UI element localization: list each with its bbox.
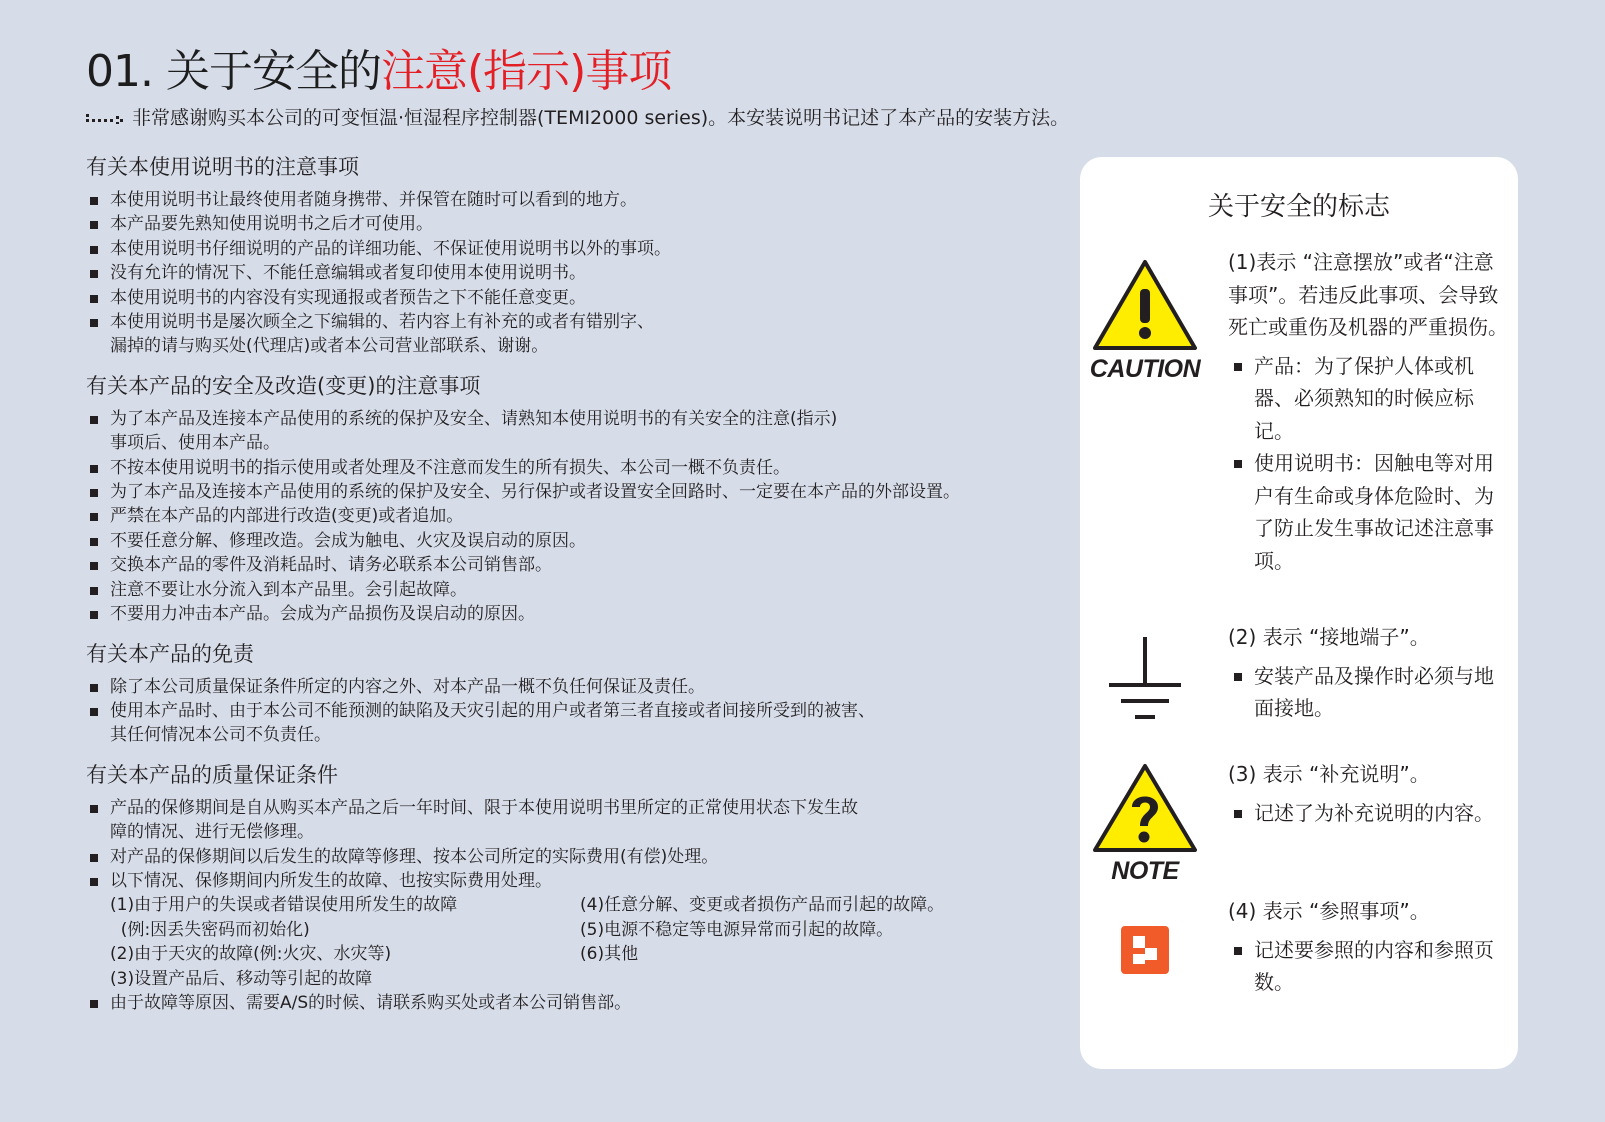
- section-disclaimer: [86, 639, 1046, 748]
- ground-terminal-icon: [1105, 637, 1185, 721]
- exception-item: (1)由于用户的失误或者错误使用所发生的故障: [110, 895, 458, 916]
- reference-item: 记述要参照的内容和参照页数。: [1228, 934, 1510, 999]
- reference-description: [1228, 895, 1510, 999]
- section-safety-modification: [86, 371, 1046, 627]
- list-item: 除了本公司质量保证条件所定的内容之外、对本产品一概不负任何保证及责任。: [86, 675, 1046, 699]
- section-title: 有关本产品的质量保证条件: [86, 762, 338, 787]
- notes-column: [86, 152, 1046, 1027]
- ground-item: 安装产品及操作时必须与地面接地。: [1228, 660, 1510, 725]
- caution-item: 使用说明书：因触电等对用户有生命或身体危险时、为了防止发生事故记述注意事项。: [1228, 447, 1510, 577]
- list-item: 不按本使用说明书的指示使用或者处理及不注意而发生的所有损失、本公司一概不负责任。: [86, 456, 1046, 480]
- exception-item: (例:因丢失密码而初始化): [110, 919, 310, 940]
- section-warranty: [86, 760, 1046, 1016]
- list-item: 为了本产品及连接本产品使用的系统的保护及安全、另行保护或者设置安全回路时、一定要在本产品的外部设置。: [86, 480, 1046, 504]
- list-item: 注意不要让水分流入到本产品里。会引起故障。: [86, 578, 1046, 602]
- panel-title: 关于安全的标志: [1207, 192, 1390, 222]
- list-item: 本使用说明书仔细说明的产品的详细功能、不保证使用说明书以外的事项。: [86, 237, 1046, 261]
- title-prefix: 01. 关于安全的: [86, 46, 381, 97]
- page-title: [86, 44, 671, 100]
- list-item: 由于故障等原因、需要A/S的时候、请联系购买处或者本公司销售部。: [86, 991, 1046, 1015]
- note-symbol: [1086, 763, 1204, 885]
- exception-item: (5)电源不稳定等电源异常而引起的故障。: [580, 919, 894, 940]
- intro-line: [86, 104, 1069, 132]
- ground-head: (2) 表示 “接地端子”。: [1228, 625, 1430, 649]
- ground-symbol: [1086, 637, 1204, 725]
- caution-label: CAUTION: [1089, 355, 1201, 383]
- list-item-continuation: 障的情况、进行无偿修理。: [110, 822, 314, 843]
- title-highlight: 注意(指示): [380, 46, 586, 97]
- list-item-continuation: 事项后、使用本产品。: [110, 433, 280, 454]
- section-list: [86, 675, 1046, 748]
- exception-item: (3)设置产品后、移动等引起的故障: [110, 968, 373, 989]
- section-list: [86, 796, 1046, 1016]
- list-item: 本使用说明书的内容没有实现通报或者预告之下不能任意变更。: [86, 286, 1046, 310]
- note-head: (3) 表示 “补充说明”。: [1228, 762, 1430, 786]
- caution-triangle-icon: [1092, 259, 1198, 351]
- reference-head: (4) 表示 “参照事项”。: [1228, 899, 1430, 923]
- ground-description: [1228, 621, 1510, 725]
- list-item: 本使用说明书是屡次顾全之下编辑的、若内容上有补充的或者有错别字、: [86, 310, 1046, 334]
- list-item-continuation: 漏掉的请与购买处(代理店)或者本公司营业部联系、谢谢。: [110, 336, 549, 357]
- dotted-arrow-icon: [86, 114, 124, 124]
- note-description: [1228, 758, 1510, 829]
- list-item: 本使用说明书让最终使用者随身携带、并保管在随时可以看到的地方。: [86, 188, 1046, 212]
- caution-description: [1228, 246, 1510, 577]
- note-label: NOTE: [1111, 857, 1179, 885]
- exception-item: (6)其他: [580, 944, 639, 965]
- section-title: 有关本使用说明书的注意事项: [86, 155, 359, 179]
- list-item: 交换本产品的零件及消耗品时、请务必联系本公司销售部。: [86, 553, 1046, 577]
- reference-icon: [1121, 926, 1169, 974]
- list-item: 使用本产品时、由于本公司不能预测的缺陷及天灾引起的用户或者第三者直接或者间接所受到的被害、: [86, 699, 1046, 723]
- list-item: 以下情况、保修期间内所发生的故障、也按实际费用处理。: [86, 869, 1046, 893]
- reference-symbol: [1086, 926, 1204, 978]
- section-title: 有关本产品的安全及改造(变更)的注意事项: [86, 373, 481, 398]
- list-item: 不要任意分解、修理改造。会成为触电、火灾及误启动的原因。: [86, 529, 1046, 553]
- question-triangle-icon: [1092, 763, 1198, 853]
- caution-head: (1)表示 “注意摆放”或者“注意事项”。若违反此事项、会导致死亡或重伤及机器的严重损伤。: [1228, 250, 1508, 339]
- caution-item: 产品：为了保护人体或机器、必须熟知的时候应标记。: [1228, 350, 1510, 448]
- list-item: 没有允许的情况下、不能任意编辑或者复印使用本使用说明书。: [86, 261, 1046, 285]
- list-item: 为了本产品及连接本产品使用的系统的保护及安全、请熟知本使用说明书的有关安全的注意(指示): [86, 407, 1046, 431]
- section-list: [86, 407, 1046, 627]
- list-item-continuation: 其任何情况本公司不负责任。: [110, 725, 331, 746]
- list-item: 本产品要先熟知使用说明书之后才可使用。: [86, 212, 1046, 236]
- warranty-exceptions: [86, 893, 1046, 991]
- caution-symbol: [1086, 259, 1204, 383]
- section-list: [86, 188, 1046, 359]
- section-manual: [86, 152, 1046, 359]
- title-suffix: 事项: [585, 46, 672, 97]
- exception-item: (4)任意分解、变更或者损伤产品而引起的故障。: [580, 895, 945, 916]
- exception-item: (2)由于天灾的故障(例:火灾、水灾等): [110, 944, 392, 965]
- safety-symbols-panel: [1080, 157, 1518, 1069]
- list-item: 对产品的保修期间以后发生的故障等修理、按本公司所定的实际费用(有偿)处理。: [86, 845, 1046, 869]
- note-item: 记述了为补充说明的内容。: [1228, 797, 1510, 830]
- list-item: 不要用力冲击本产品。会成为产品损伤及误启动的原因。: [86, 602, 1046, 626]
- section-title: 有关本产品的免责: [86, 641, 254, 666]
- intro-text: 非常感谢购买本公司的可变恒温·恒湿程序控制器(TEMI2000 series)。本安装说明书记述了本产品的安装方法。: [132, 107, 1070, 129]
- list-item: 产品的保修期间是自从购买本产品之后一年时间、限于本使用说明书里所定的正常使用状态下发生故: [86, 796, 1046, 820]
- list-item: 严禁在本产品的内部进行改造(变更)或者追加。: [86, 504, 1046, 528]
- exception-item: [580, 967, 1000, 991]
